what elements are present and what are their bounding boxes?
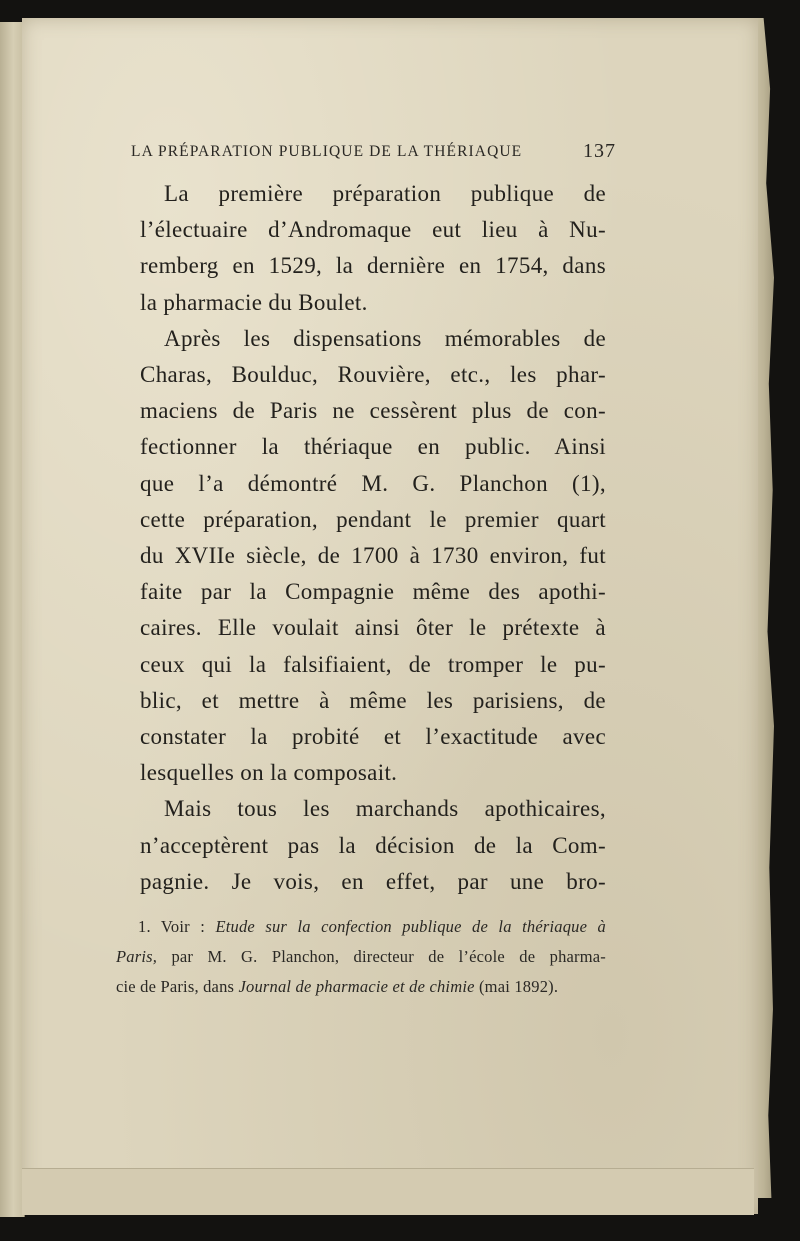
paragraph (116, 176, 606, 321)
footnote-italic-title: Etude sur la confection publique de la thériaque à (215, 917, 606, 936)
text-line: que l’a démontré M. G. Planchon (1), (140, 470, 606, 496)
footnote-text: Voir : (160, 917, 206, 936)
running-head (131, 140, 616, 162)
text-line: faite par la Compagnie même des apothi- (140, 579, 606, 605)
text-line: blic, et mettre à même les parisiens, de (140, 687, 606, 713)
text-line: fectionner la thériaque en public. Ainsi (140, 434, 606, 460)
footnote-line (116, 942, 606, 972)
text-line: Mais tous les marchands apothicaires, (164, 796, 606, 822)
text-line: constater la probité et l’exactitude avec (140, 724, 606, 750)
text-line: maciens de Paris ne cessèrent plus de con- (140, 398, 606, 424)
paragraph (116, 791, 606, 900)
footnote-marker: 1. (138, 917, 151, 936)
text-line: n’acceptèrent pas la décision de la Com- (140, 832, 606, 858)
page-bottom-edge (22, 1168, 754, 1215)
footnote-line (116, 972, 606, 1002)
text-line: pagnie. Je vois, en effet, par une bro- (140, 868, 606, 894)
footnote-line (116, 912, 606, 942)
text-line: lesquelles on la composait. (140, 760, 398, 786)
paragraph (116, 321, 606, 792)
text-line: caires. Elle voulait ainsi ôter le prétexte à (140, 615, 606, 641)
footnote-text: par M. G. Planchon, directeur de l’école de pharma- (171, 947, 606, 966)
footnote-text: (mai 1892). (478, 977, 559, 996)
text-line: ceux qui la falsifiaient, de tromper le pu- (140, 651, 606, 677)
footnote-italic-title: Paris, (116, 947, 158, 966)
running-head-title: LA PRÉPARATION PUBLIQUE DE LA THÉRIAQUE (131, 143, 523, 160)
text-line: l’électuaire d’Andromaque eut lieu à Nu- (140, 217, 606, 243)
text-line: du XVIIe siècle, de 1700 à 1730 environ, fut (140, 543, 606, 569)
text-line: Après les dispensations mémorables de (164, 325, 606, 351)
footnote-italic-journal: Journal de pharmacie et de chimie (238, 977, 475, 996)
text-line: remberg en 1529, la dernière en 1754, dans (140, 253, 606, 279)
text-line: cette préparation, pendant le premier quart (140, 506, 606, 532)
footnote (116, 912, 606, 1002)
body-text (116, 176, 606, 900)
footnote-text: cie de Paris, dans (116, 977, 235, 996)
page-number: 137 (583, 140, 616, 162)
text-line: Charas, Boulduc, Rouvière, etc., les phar- (140, 362, 606, 388)
text-line: la pharmacie du Boulet. (140, 289, 368, 315)
text-line: La première préparation publique de (164, 181, 606, 206)
